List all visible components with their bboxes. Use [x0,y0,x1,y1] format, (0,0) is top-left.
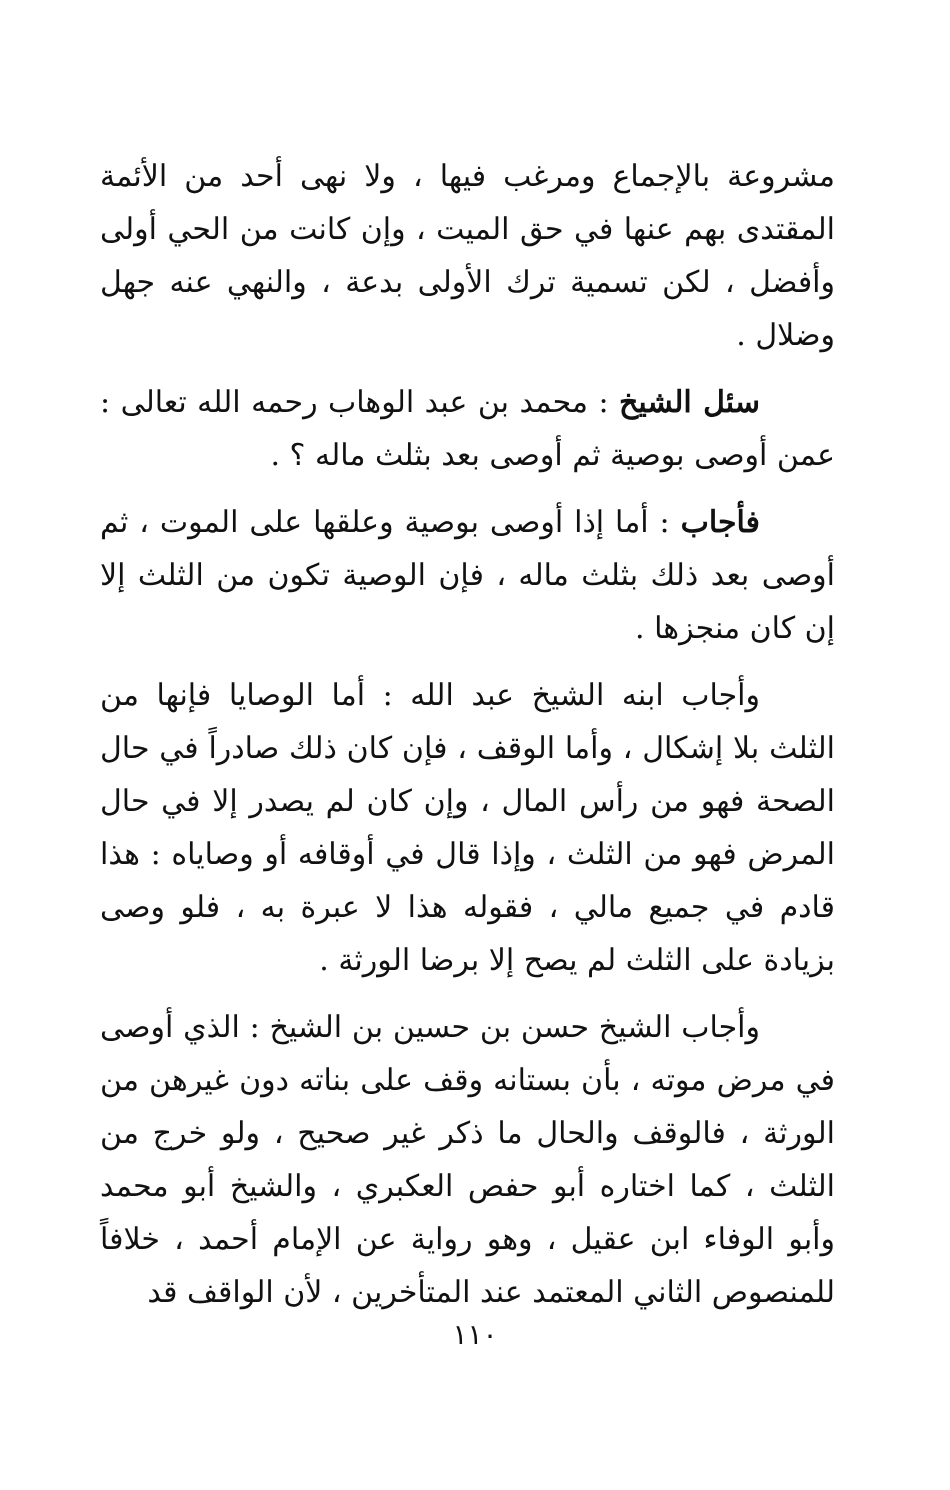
paragraph-1-text: مشروعة بالإجماع ومرغب فيها ، ولا نهى أحد من الأئمة المقتدى بهم عنها في حق الميت ، وإن كانت من الحي أولى وأفضل ، لكن تسمية ترك الأولى بدعة ، والنهي عنه جهل وضلال . [100,159,835,353]
page-number: ١١٠ [452,1318,498,1351]
paragraph-3-lead: فأجاب [680,505,760,540]
paragraph-3 [100,496,835,655]
paragraph-2-text: : محمد بن عبد الوهاب رحمه الله تعالى : عمن أوصى بوصية ثم أوصى بعد بثلث ماله ؟ . [100,385,835,473]
paragraph-5-text: وأجاب الشيخ حسن بن حسين بن الشيخ : الذي أوصى في مرض موته ، بأن بستانه وقف على بناته دون غيرهن من الورثة ، فالوقف والحال ما ذكر غير صحيح ، ولو خرج من الثلث ، كما اختاره أبو حفص العكبري ، والشيخ أبو محمد وأبو الوفاء ابن عقيل ، وهو رواية عن الإمام أحمد ، خلافاً للمنصوص الثاني المعتمد عند المتأخرين ، لأن الواقف قد [100,1010,835,1310]
paragraph-3-text: : أما إذا أوصى بوصية وعلقها على الموت ، ثم أوصى بعد ذلك بثلث ماله ، فإن الوصية تكون من الثلث إلا إن كان منجزها . [100,505,835,646]
paragraph-2 [100,376,835,482]
paragraph-5 [100,1001,835,1319]
paragraph-1 [100,150,835,362]
paragraph-2-lead: سئل الشيخ [619,385,760,420]
body-text [100,150,835,1333]
paragraph-4-text: وأجاب ابنه الشيخ عبد الله : أما الوصايا فإنها من الثلث بلا إشكال ، وأما الوقف ، فإن كان ذلك صادراً في حال الصحة فهو من رأس المال ، وإن كان لم يصدر إلا في حال المرض فهو من الثلث ، وإذا قال في أوقافه أو وصاياه : هذا قادم في جميع مالي ، فقوله هذا لا عبرة به ، فلو وصى بزيادة على الثلث لم يصح إلا برضا الورثة . [100,678,835,978]
paragraph-4 [100,669,835,987]
